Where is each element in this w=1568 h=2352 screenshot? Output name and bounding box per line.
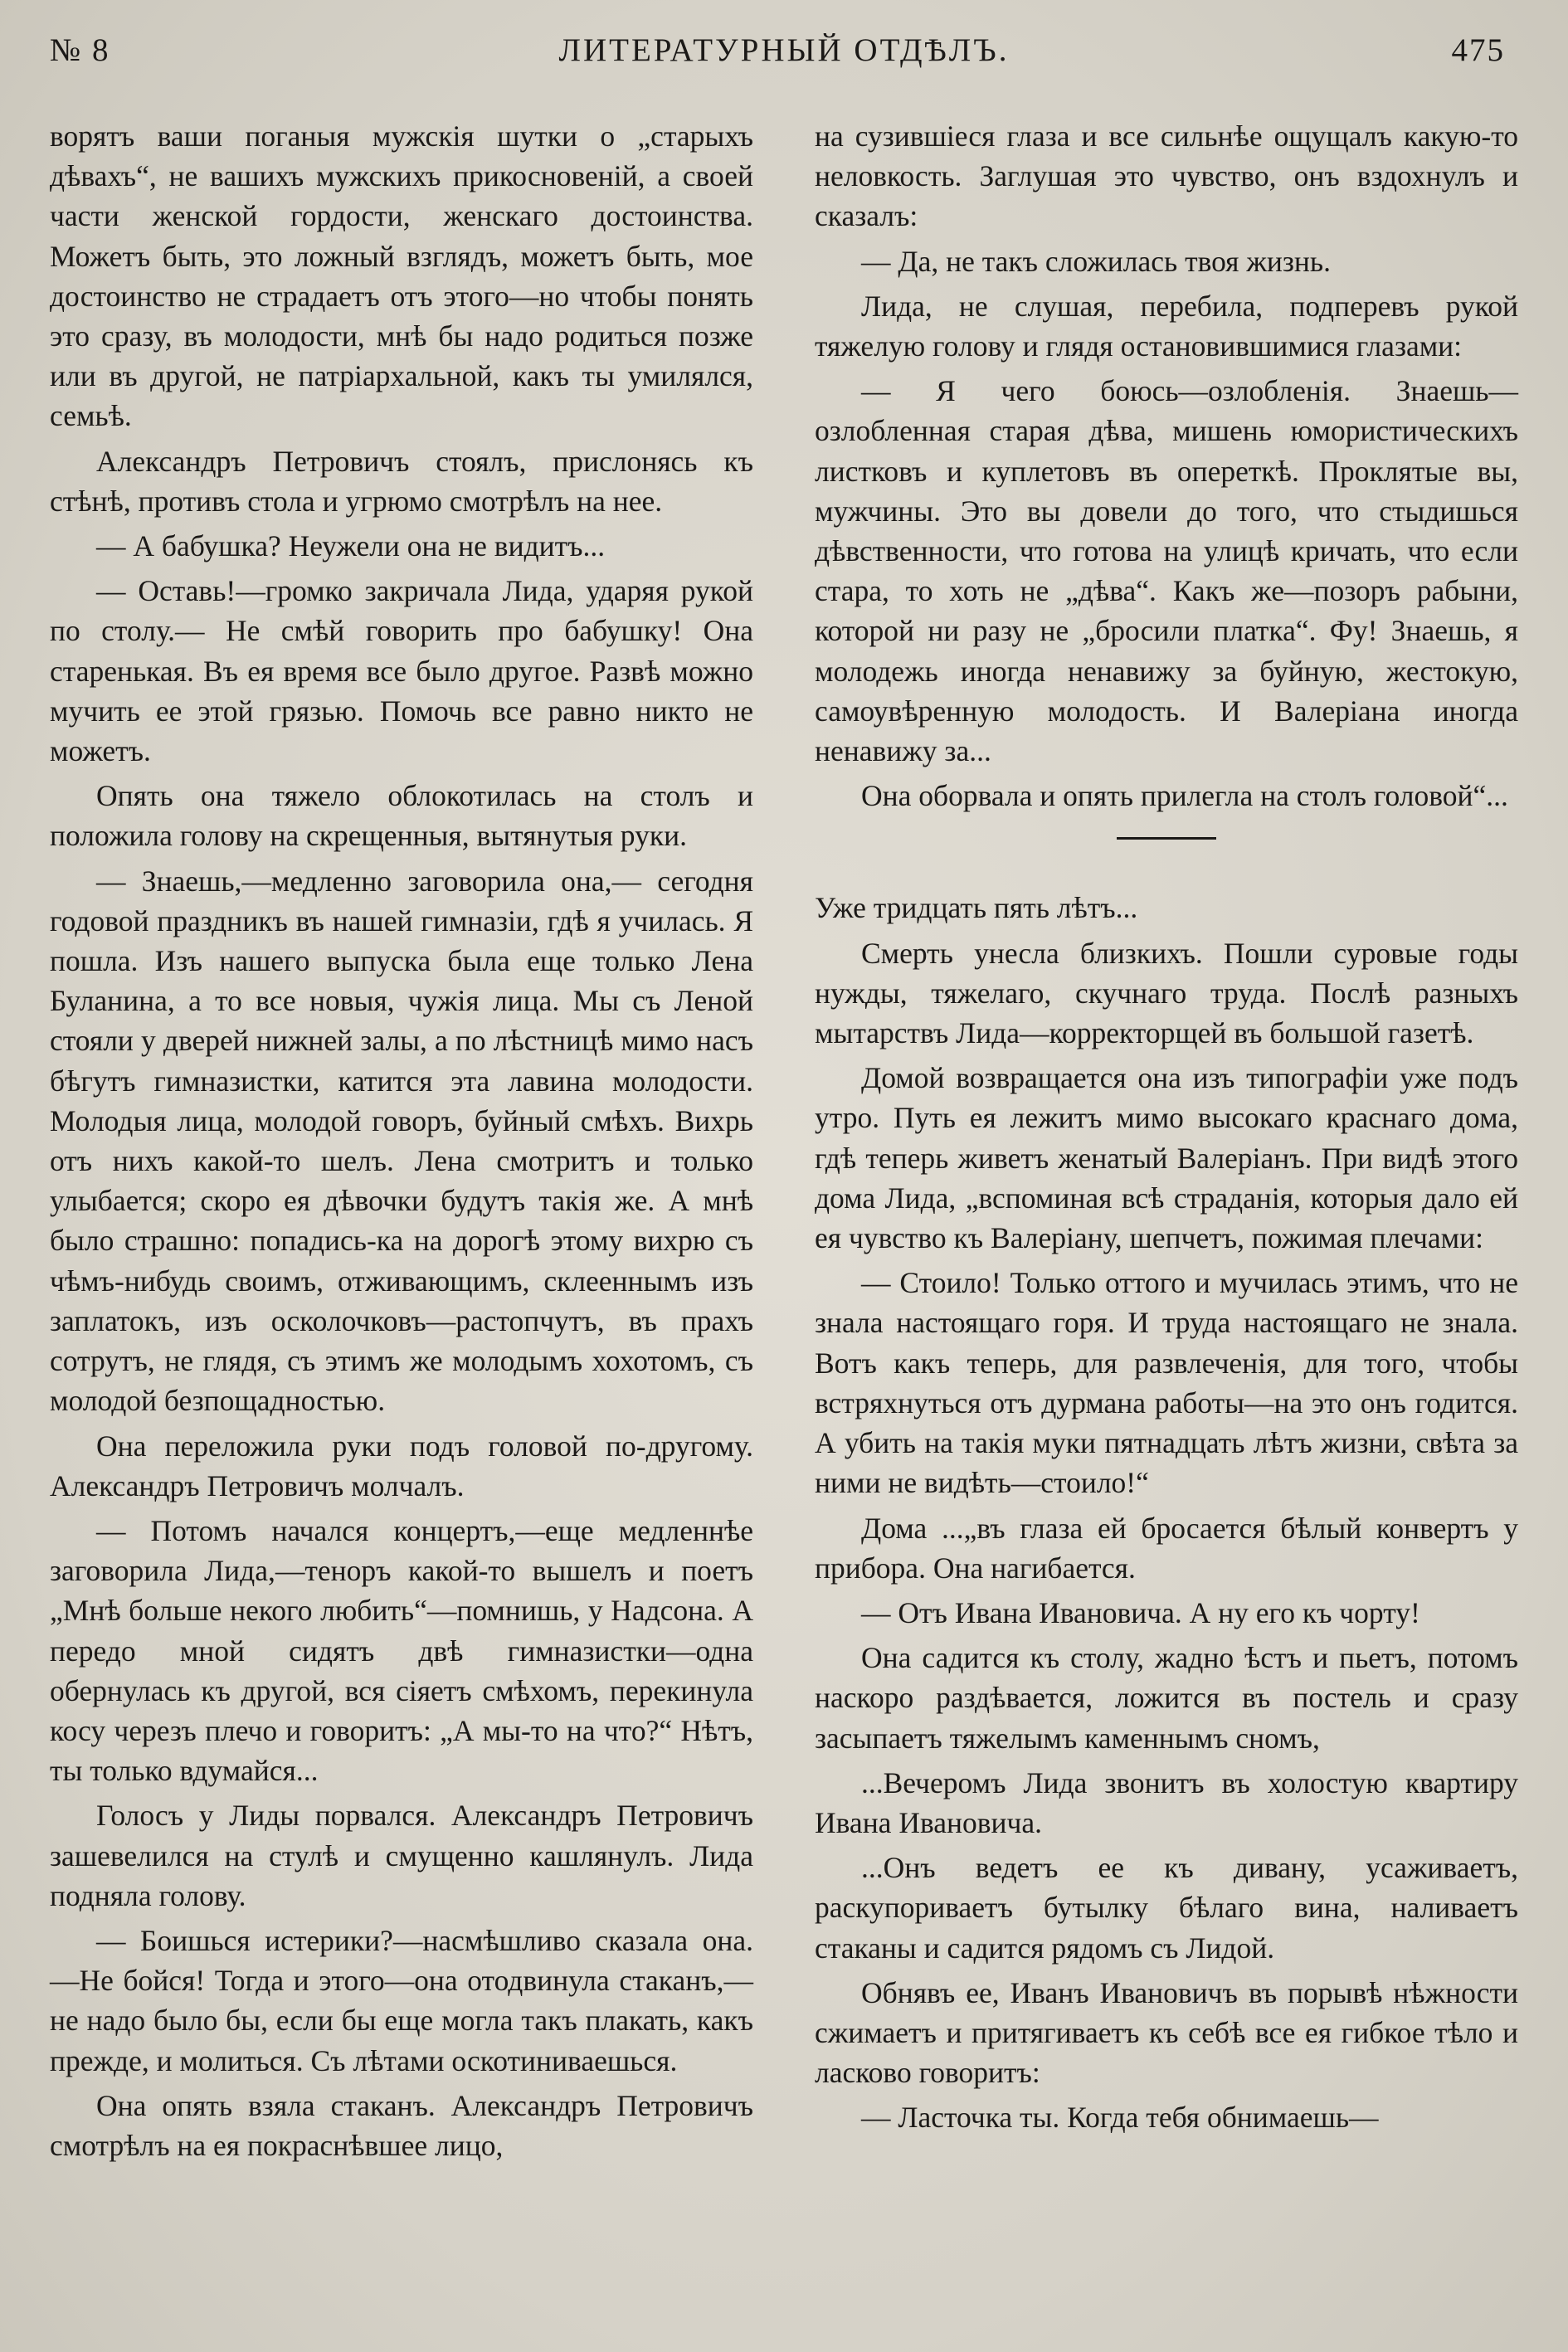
issue-number: № 8 [50, 32, 110, 68]
paragraph: — Я чего боюсь—озлобленія. Знаешь— озлобленная старая дѣва, мишень юмористическихъ листковъ и куплетовъ въ опереткѣ. Проклятые вы, мужчины. Это вы довели до того, что стыдишься дѣвственности, что готова на улицѣ кричать, что если стара, то хоть не „дѣва“. Какъ же—позоръ рабыни, которой ни разу не „бросили платка“. Фу! Знаешь, я молодежь иногда ненавижу за буйную, жестокую, самоувѣренную молодость. И Валеріана иногда ненавижу за... [815, 374, 1518, 768]
right-column [815, 116, 1518, 2165]
paragraph: ...Онъ ведетъ ее къ дивану, усаживаетъ, раскупориваетъ бутылку бѣлаго вина, наливаетъ стаканы и садится рядомъ съ Лидой. [815, 1851, 1518, 1965]
paragraph: Смерть унесла близкихъ. Пошли суровые годы нужды, тяжелаго, скучнаго труда. Послѣ разныхъ мытарствъ Лида—корректорщей въ большой газетѣ. [815, 936, 1518, 1050]
paragraph: Домой возвращается она изъ типографіи уже подъ утро. Путь ея лежитъ мимо высокаго краснаго дома, гдѣ теперь живетъ женатый Валеріанъ. При видѣ этого дома Лида, „вспоминая всѣ страданія, которыя дало ей ея чувство къ Валеріану, шепчетъ, пожимая плечами: [815, 1061, 1518, 1255]
paragraph: ...Вечеромъ Лида звонитъ въ холостую квартиру Ивана Ивановича. [815, 1765, 1518, 1839]
page-header [50, 23, 1518, 91]
paragraph: Она садится къ столу, жадно ѣстъ и пьетъ, потомъ наскоро раздѣвается, ложится въ постель и сразу засыпаетъ тяжелымъ каменнымъ сномъ, [815, 1641, 1518, 1755]
paragraph: — Отъ Ивана Ивановича. А ну его къ чорту! [861, 1595, 1420, 1629]
paragraph: — Знаешь,—медленно заговорила она,— сегодня годовой праздникъ въ нашей гимназіи, гдѣ я училась. Я пошла. Изъ нашего выпуска была еще только Лена Буланина, а то все новыя, чужія лица. Мы съ Леной стояли у дверей нижней залы, а по лѣстницѣ мимо насъ бѣгутъ гимназистки, катится эта лавина молодости. Молодыя лица, молодой говоръ, буйный смѣхъ. Вихрь отъ нихъ какой-то шелъ. Лена смотритъ и только улыбается; скоро ея дѣвочки будутъ такія же. А мнѣ было страшно: попадись-ка на дорогѣ этому вихрю съ чѣмъ-нибудь своимъ, отживающимъ, склееннымъ изъ заплатокъ, изъ осколочковъ—растопчутъ, въ прахъ сотрутъ, не глядя, съ этимъ же молодымъ хохотомъ, съ молодой безпощадностью. [50, 864, 753, 1418]
page-number: 475 [1451, 32, 1505, 68]
paragraph: ворятъ ваши поганыя мужскія шутки о „старыхъ дѣвахъ“, не вашихъ мужскихъ прикосновеній, а своей части женской гордости, женскаго достоинства. Можетъ быть, это ложный взглядъ, можетъ быть, мое достоинство не страдаетъ отъ этого—но чтобы понять это сразу, въ молодости, мнѣ бы надо родиться позже или въ другой, не патріархальной, какъ ты умилялся, семьѣ. [50, 119, 753, 433]
paragraph: Она оборвала и опять прилегла на столъ головой“... [861, 779, 1508, 813]
paragraph: Она переложила руки подъ головой по-другому. Александръ Петровичъ молчалъ. [50, 1429, 753, 1502]
paragraph: — А бабушка? Неужели она не видитъ... [96, 529, 606, 563]
text-columns [50, 116, 1518, 2165]
paragraph: — Оставь!—громко закричала Лида, ударяя рукой по столу.— Не смѣй говорить про бабушку! Она старенькая. Въ ея время все было другое. Развѣ можно мучить ее этой грязью. Помочь все равно никто не можетъ. [50, 574, 753, 768]
section-divider [1117, 837, 1216, 840]
paragraph: — Ласточка ты. Когда тебя обнимаешь— [861, 2101, 1379, 2135]
paragraph: Лида, не слушая, перебила, подперевъ рукой тяжелую голову и глядя остановившимися глазами: [815, 289, 1518, 363]
paragraph: Обнявъ ее, Иванъ Ивановичъ въ порывѣ нѣжности сжимаетъ и притягиваетъ къ себѣ все ея гибкое тѣло и ласково говоритъ: [815, 1975, 1518, 2090]
section-title: ЛИТЕРАТУРНЫЙ ОТДѢЛЪ. [558, 32, 1010, 68]
paragraph: — Стоило! Только оттого и мучилась этимъ, что не знала настоящаго горя. И труда настоящаго не знала. Вотъ какъ теперь, для развлеченія, для того, чтобы встряхнуться отъ дурмана работы—на это онъ годится. А убить на такія муки пятнадцать лѣтъ жизни, свѣта за ними не видѣть—стоило!“ [815, 1266, 1518, 1500]
paragraph: — Потомъ начался концертъ,—еще медленнѣе заговорила Лида,—теноръ какой-то вышелъ и поетъ „Мнѣ больше некого любить“—помнишь, у Надсона. А передо мной сидятъ двѣ гимназистки—одна обернулась къ другой, вся сіяетъ смѣхомъ, перекинула косу черезъ плечо и говоритъ: „А мы-то на что?“ Нѣтъ, ты только вдумайся... [50, 1513, 753, 1788]
paragraph: — Боишься истерики?—насмѣшливо сказала она.—Не бойся! Тогда и этого—она отодвинула стаканъ,—не надо было бы, если бы еще могла такъ плакать, какъ прежде, и молиться. Съ лѣтами оскотиниваешься. [50, 1923, 753, 2077]
paragraph: Опять она тяжело облокотилась на столъ и положила голову на скрещенныя, вытянутыя руки. [50, 779, 753, 853]
paragraph: Уже тридцать пять лѣтъ... [815, 891, 1138, 925]
paragraph: Дома ...„въ глаза ей бросается бѣлый конвертъ у прибора. Она нагибается. [815, 1511, 1518, 1585]
paragraph: Голосъ у Лиды порвался. Александръ Петровичъ зашевелился на стулѣ и смущенно кашлянулъ. Лида подняла голову. [50, 1799, 753, 1912]
left-column [50, 116, 753, 2165]
paragraph: на сузившіеся глаза и все сильнѣе ощущалъ какую-то неловкость. Заглушая это чувство, онъ вздохнулъ и сказалъ: [815, 119, 1518, 233]
paragraph: — Да, не такъ сложилась твоя жизнь. [861, 244, 1331, 278]
paragraph: Она опять взяла стаканъ. Александръ Петровичъ смотрѣлъ на ея покраснѣвшее лицо, [50, 2088, 753, 2162]
paragraph: Александръ Петровичъ стоялъ, прислонясь къ стѣнѣ, противъ стола и угрюмо смотрѣлъ на нее. [50, 444, 753, 518]
